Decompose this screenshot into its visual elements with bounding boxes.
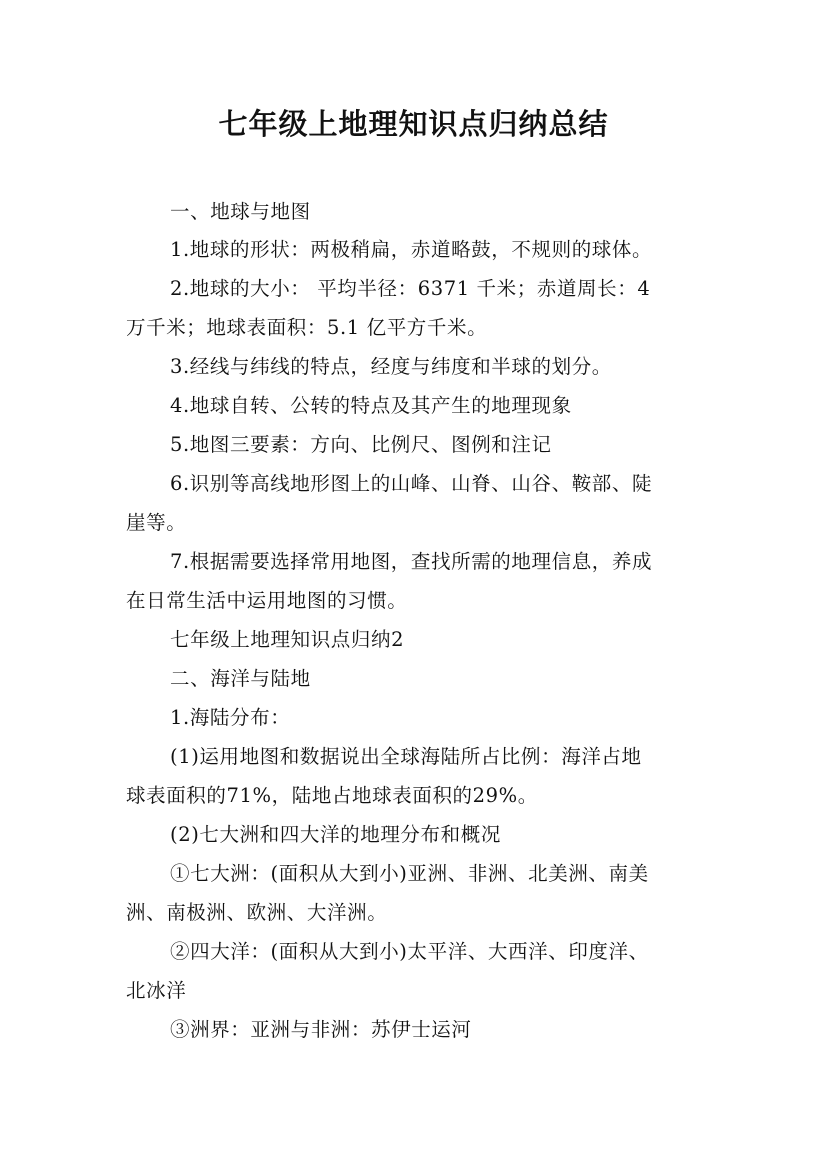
- section-heading-earth-and-map: 一、地球与地图: [170, 200, 311, 223]
- paragraph-line: 洲、南极洲、欧洲、大洋洲。: [126, 901, 388, 924]
- paragraph-line: 万千米；地球表面积：5.1 亿平方千米。: [126, 316, 488, 339]
- paragraph-line: 5.地图三要素：方向、比例尺、图例和注记: [170, 433, 552, 456]
- subheading-part-2: 七年级上地理知识点归纳2: [170, 628, 405, 651]
- paragraph-line: 2.地球的大小： 平均半径：6371 千米；赤道周长：4: [170, 277, 651, 300]
- section-heading-ocean-and-land: 二、海洋与陆地: [170, 667, 311, 690]
- document-title: 七年级上地理知识点归纳总结: [218, 107, 609, 141]
- paragraph-line: (1)运用地图和数据说出全球海陆所占比例：海洋占地: [170, 745, 642, 768]
- paragraph-line: ③洲界：亚洲与非洲：苏伊士运河: [170, 1018, 472, 1041]
- paragraph-line: 崖等。: [126, 511, 187, 534]
- paragraph-line: 6.识别等高线地形图上的山峰、山脊、山谷、鞍部、陡: [170, 472, 653, 495]
- paragraph-line: ①七大洲：(面积从大到小)亚洲、非洲、北美洲、南美: [170, 862, 649, 885]
- paragraph-line: 1.海陆分布：: [170, 706, 291, 729]
- paragraph-line: 1.地球的形状：两极稍扁，赤道略鼓，不规则的球体。: [170, 238, 653, 261]
- paragraph-line: ②四大洋：(面积从大到小)太平洋、大西洋、印度洋、: [170, 940, 649, 963]
- paragraph-line: 3.经线与纬线的特点，经度与纬度和半球的划分。: [170, 355, 612, 378]
- paragraph-line: 7.根据需要选择常用地图，查找所需的地理信息，养成: [170, 550, 653, 573]
- paragraph-line: 北冰洋: [126, 979, 187, 1002]
- paragraph-line: 球表面积的71%，陆地占地球表面积的29%。: [126, 784, 538, 807]
- paragraph-line: (2)七大洲和四大洋的地理分布和概况: [170, 823, 501, 846]
- paragraph-line: 4.地球自转、公转的特点及其产生的地理现象: [170, 394, 572, 417]
- paragraph-line: 在日常生活中运用地图的习惯。: [126, 589, 408, 612]
